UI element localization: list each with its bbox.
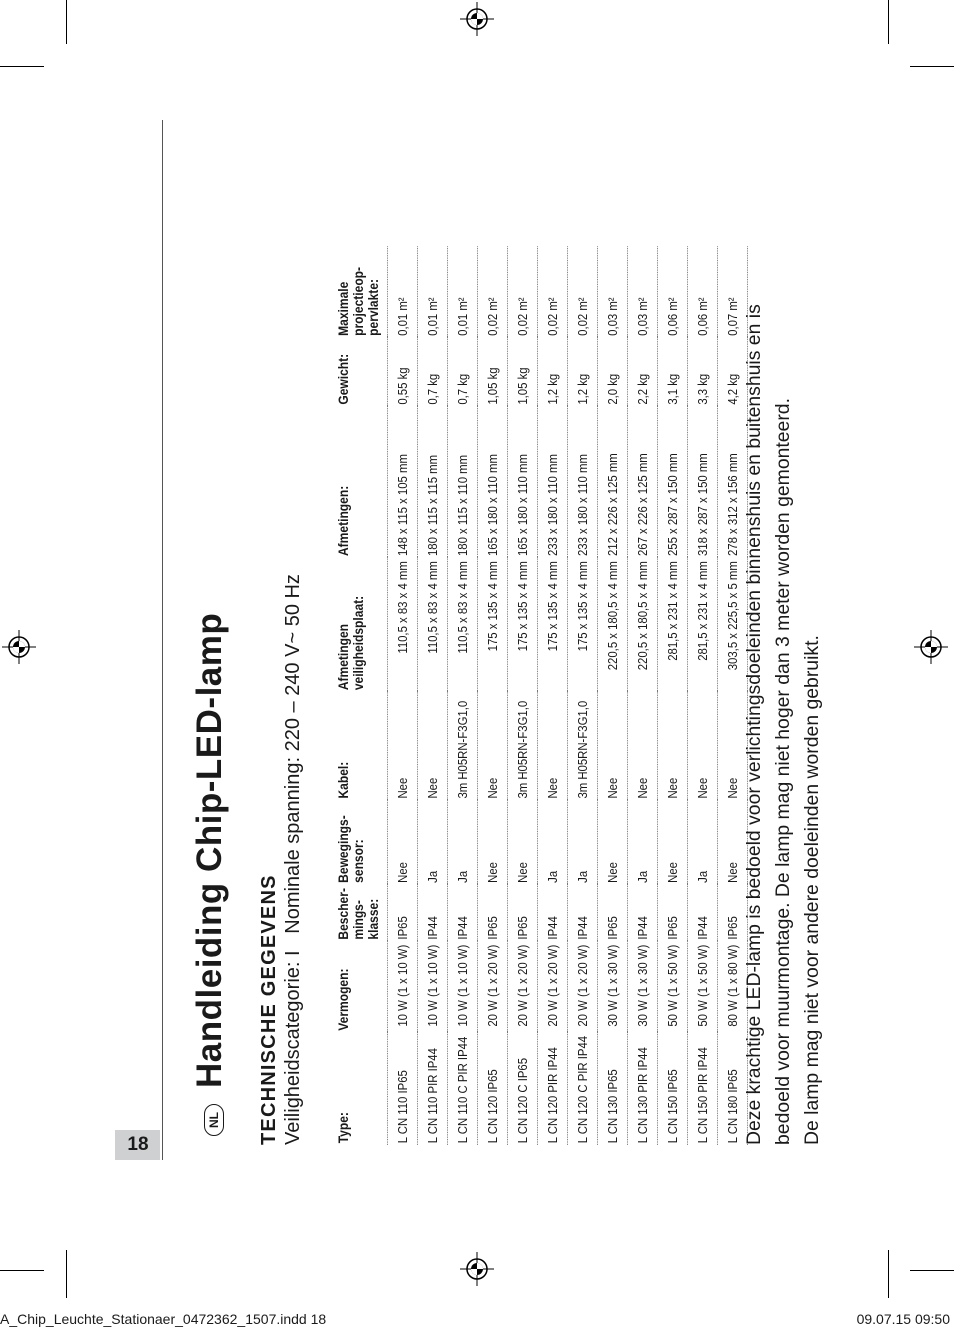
table-cell: 10 W (1 x 10 W) xyxy=(388,941,418,1032)
table-cell: Ja xyxy=(688,800,718,884)
table-cell: 220,5 x 180,5 x 4 mm xyxy=(598,558,628,692)
table-cell: L CN 110 C PIR IP44 xyxy=(448,1032,478,1145)
table-cell: 110,5 x 83 x 4 mm xyxy=(388,558,418,692)
table-cell: Nee xyxy=(478,692,508,800)
table-cell: 281,5 x 231 x 4 mm xyxy=(658,558,688,692)
table-cell: 30 W (1 x 30 W) xyxy=(598,941,628,1032)
table-cell: L CN 180 IP65 xyxy=(718,1032,748,1145)
table-cell: Nee xyxy=(388,800,418,884)
table-cell: 0,01 m² xyxy=(418,246,448,337)
registration-mark-icon xyxy=(914,630,948,664)
table-cell: 3,3 kg xyxy=(688,338,718,407)
page-title: Handleiding Chip-LED-lamp xyxy=(190,612,229,1088)
crop-mark xyxy=(910,66,954,67)
section-heading: TECHNISCHE GEGEVENS xyxy=(258,874,280,1145)
technical-data-table xyxy=(332,246,748,1145)
table-cell: Ja xyxy=(418,800,448,884)
table-cell: 0,7 kg xyxy=(448,338,478,407)
table-cell: 3m H05RN-F3G1,0 xyxy=(448,692,478,800)
header-rule xyxy=(162,120,163,1160)
table-row xyxy=(658,246,688,1145)
table-cell: 303,5 x 225,5 x 5 mm xyxy=(718,558,748,692)
table-cell: 0,03 m² xyxy=(628,246,658,337)
table-cell: L CN 130 PIR IP44 xyxy=(628,1032,658,1145)
table-cell: 2,2 kg xyxy=(628,338,658,407)
table-cell: 1,2 kg xyxy=(568,338,598,407)
table-cell: IP65 xyxy=(508,885,538,942)
table-cell: 318 x 287 x 150 mm xyxy=(688,406,718,557)
table-cell: 1,05 kg xyxy=(478,338,508,407)
table-cell: Nee xyxy=(388,692,418,800)
table-cell: Nee xyxy=(598,692,628,800)
table-cell: IP65 xyxy=(658,885,688,942)
table-cell: Nee xyxy=(538,692,568,800)
table-cell: Nee xyxy=(688,692,718,800)
table-cell: IP44 xyxy=(418,885,448,942)
table-cell: IP44 xyxy=(448,885,478,942)
table-header-cell: Type: xyxy=(335,1112,351,1144)
table-row xyxy=(688,246,718,1145)
footer-date-time: 09.07.15 09:50 xyxy=(856,1311,950,1327)
table-cell: 278 x 312 x 156 mm xyxy=(718,406,748,557)
table-cell: 10 W (1 x 10 W) xyxy=(418,941,448,1032)
table-cell: 0,02 m² xyxy=(538,246,568,337)
table-cell: L CN 130 IP65 xyxy=(598,1032,628,1145)
table-cell: 255 x 287 x 150 mm xyxy=(658,406,688,557)
page-number-tab xyxy=(115,1130,160,1160)
description-line: De lamp mag niet voor andere doeleinden worden gebruikt. xyxy=(801,635,823,1145)
table-cell: IP65 xyxy=(388,885,418,942)
table-cell: L CN 110 IP65 xyxy=(388,1032,418,1145)
table-cell: 10 W (1 x 10 W) xyxy=(448,941,478,1032)
table-row xyxy=(448,246,478,1145)
language-badge: NL xyxy=(204,1104,224,1136)
table-cell: 20 W (1 x 20 W) xyxy=(508,941,538,1032)
table-cell: IP44 xyxy=(538,885,568,942)
table-cell: 267 x 226 x 125 mm xyxy=(628,406,658,557)
table-cell: 0,07 m² xyxy=(718,246,748,337)
table-cell: 175 x 135 x 4 mm xyxy=(508,558,538,692)
page-number: 18 xyxy=(127,1134,149,1155)
table-header-cell: Vermogen: xyxy=(335,968,351,1031)
table-cell: IP44 xyxy=(628,885,658,942)
table-row xyxy=(478,246,508,1145)
table-row xyxy=(508,246,538,1145)
table-cell: Nee xyxy=(628,692,658,800)
table-cell: 50 W (1 x 50 W) xyxy=(688,941,718,1032)
table-cell: 4,2 kg xyxy=(718,338,748,407)
table-cell: 175 x 135 x 4 mm xyxy=(568,558,598,692)
table-cell: 180 x 115 x 110 mm xyxy=(448,406,478,557)
table-cell: 0,7 kg xyxy=(418,338,448,407)
table-row xyxy=(628,246,658,1145)
table-cell: IP65 xyxy=(598,885,628,942)
table-cell: Nee xyxy=(598,800,628,884)
table-cell: Nee xyxy=(478,800,508,884)
table-cell: 0,06 m² xyxy=(688,246,718,337)
table-cell: Nee xyxy=(418,692,448,800)
crop-mark xyxy=(888,0,889,44)
table-cell: L CN 150 IP65 xyxy=(658,1032,688,1145)
crop-mark xyxy=(0,1270,44,1271)
table-cell: 50 W (1 x 50 W) xyxy=(658,941,688,1032)
table-cell: 0,02 m² xyxy=(478,246,508,337)
table-cell: 3,1 kg xyxy=(658,338,688,407)
table-row xyxy=(568,246,598,1145)
table-cell: L CN 120 IP65 xyxy=(478,1032,508,1145)
table-cell: Nee xyxy=(658,800,688,884)
table-cell: 1,2 kg xyxy=(538,338,568,407)
table-cell: 1,05 kg xyxy=(508,338,538,407)
table-cell: L CN 110 PIR IP44 xyxy=(418,1032,448,1145)
specs-summary-line xyxy=(282,574,305,1145)
table-cell: 0,02 m² xyxy=(568,246,598,337)
crop-mark xyxy=(888,1250,889,1298)
table-row xyxy=(388,246,418,1145)
registration-mark-icon xyxy=(460,2,494,36)
table-row xyxy=(538,246,568,1145)
description xyxy=(740,135,827,1145)
table-cell: 233 x 180 x 110 mm xyxy=(538,406,568,557)
table-cell: 20 W (1 x 20 W) xyxy=(568,941,598,1032)
table-cell: IP44 xyxy=(688,885,718,942)
table-cell: 0,03 m² xyxy=(598,246,628,337)
table-header-cell: Bewegings- sensor: xyxy=(335,815,366,883)
description-line: bedoeld voor muurmontage. De lamp mag niet hoger dan 3 meter worden gemonteerd. xyxy=(772,398,794,1145)
table-header-cell: Afmetingen: xyxy=(335,485,351,557)
table-cell: 0,02 m² xyxy=(508,246,538,337)
table-header-row xyxy=(332,246,388,1145)
crop-mark xyxy=(66,0,67,44)
table-cell: L CN 150 PIR IP44 xyxy=(688,1032,718,1145)
footer-file-name: A_Chip_Leuchte_Stationaer_0472362_1507.indd 18 xyxy=(0,1311,327,1327)
table-cell: 110,5 x 83 x 4 mm xyxy=(418,558,448,692)
crop-mark xyxy=(910,1270,954,1271)
table-cell: Ja xyxy=(448,800,478,884)
table-cell: 175 x 135 x 4 mm xyxy=(538,558,568,692)
table-cell: Nee xyxy=(508,800,538,884)
table-cell: 0,01 m² xyxy=(448,246,478,337)
table-cell: 165 x 180 x 110 mm xyxy=(478,406,508,557)
table-header-cell: Afmetingen veiligheidsplaat: xyxy=(335,595,366,691)
rotated-page-content xyxy=(100,120,823,1160)
table-cell: Ja xyxy=(568,800,598,884)
table-cell: 0,55 kg xyxy=(388,338,418,407)
table-cell: 20 W (1 x 20 W) xyxy=(478,941,508,1032)
safety-category: Veiligheidscategorie: I xyxy=(282,950,304,1145)
table-cell: 2,0 kg xyxy=(598,338,628,407)
table-cell: 3m H05RN-F3G1,0 xyxy=(508,692,538,800)
table-cell: 175 x 135 x 4 mm xyxy=(478,558,508,692)
table-cell: 30 W (1 x 30 W) xyxy=(628,941,658,1032)
table-cell: IP65 xyxy=(478,885,508,942)
table-body xyxy=(388,246,748,1145)
table-cell: Ja xyxy=(538,800,568,884)
table-row xyxy=(418,246,448,1145)
table-cell: 0,01 m² xyxy=(388,246,418,337)
table-cell: L CN 120 C IP65 xyxy=(508,1032,538,1145)
table-cell: 20 W (1 x 20 W) xyxy=(538,941,568,1032)
registration-mark-icon xyxy=(2,630,36,664)
table-cell: 233 x 180 x 110 mm xyxy=(568,406,598,557)
registration-mark-icon xyxy=(460,1252,494,1286)
description-line: Deze krachtige LED-lamp is bedoeld voor verlichtingsdoeleinden binnenshuis en buitenshuis en is xyxy=(743,304,765,1145)
table-cell: 212 x 226 x 125 mm xyxy=(598,406,628,557)
rated-voltage: Nominale spanning: 220 – 240 V~ 50 Hz xyxy=(282,574,304,934)
table-cell: 110,5 x 83 x 4 mm xyxy=(448,558,478,692)
table-cell: 148 x 115 x 105 mm xyxy=(388,406,418,557)
table-cell: 3m H05RN-F3G1,0 xyxy=(568,692,598,800)
table-cell: L CN 120 C PIR IP44 xyxy=(568,1032,598,1145)
table-header-cell: Gewicht: xyxy=(335,353,351,405)
table-cell: 220,5 x 180,5 x 4 mm xyxy=(628,558,658,692)
crop-mark xyxy=(66,1250,67,1298)
table-cell: 281,5 x 231 x 4 mm xyxy=(688,558,718,692)
crop-mark xyxy=(0,66,44,67)
table-header-cell: Bescher- mings- klasse: xyxy=(335,888,381,940)
table-row xyxy=(598,246,628,1145)
table-cell: Nee xyxy=(718,692,748,800)
table-cell: Nee xyxy=(658,692,688,800)
table-cell: IP44 xyxy=(568,885,598,942)
table-cell: Ja xyxy=(628,800,658,884)
table-cell: 0,06 m² xyxy=(658,246,688,337)
table-cell: 165 x 180 x 110 mm xyxy=(508,406,538,557)
table-cell: 180 x 115 x 115 mm xyxy=(418,406,448,557)
table-cell: 80 W (1 x 80 W) xyxy=(718,941,748,1032)
table-header-cell: Maximale projectieop- pervlakte: xyxy=(335,266,381,336)
table-cell: Nee xyxy=(718,800,748,884)
table-header-cell: Kabel: xyxy=(335,761,351,799)
table-cell: IP65 xyxy=(718,885,748,942)
table-cell: L CN 120 PIR IP44 xyxy=(538,1032,568,1145)
